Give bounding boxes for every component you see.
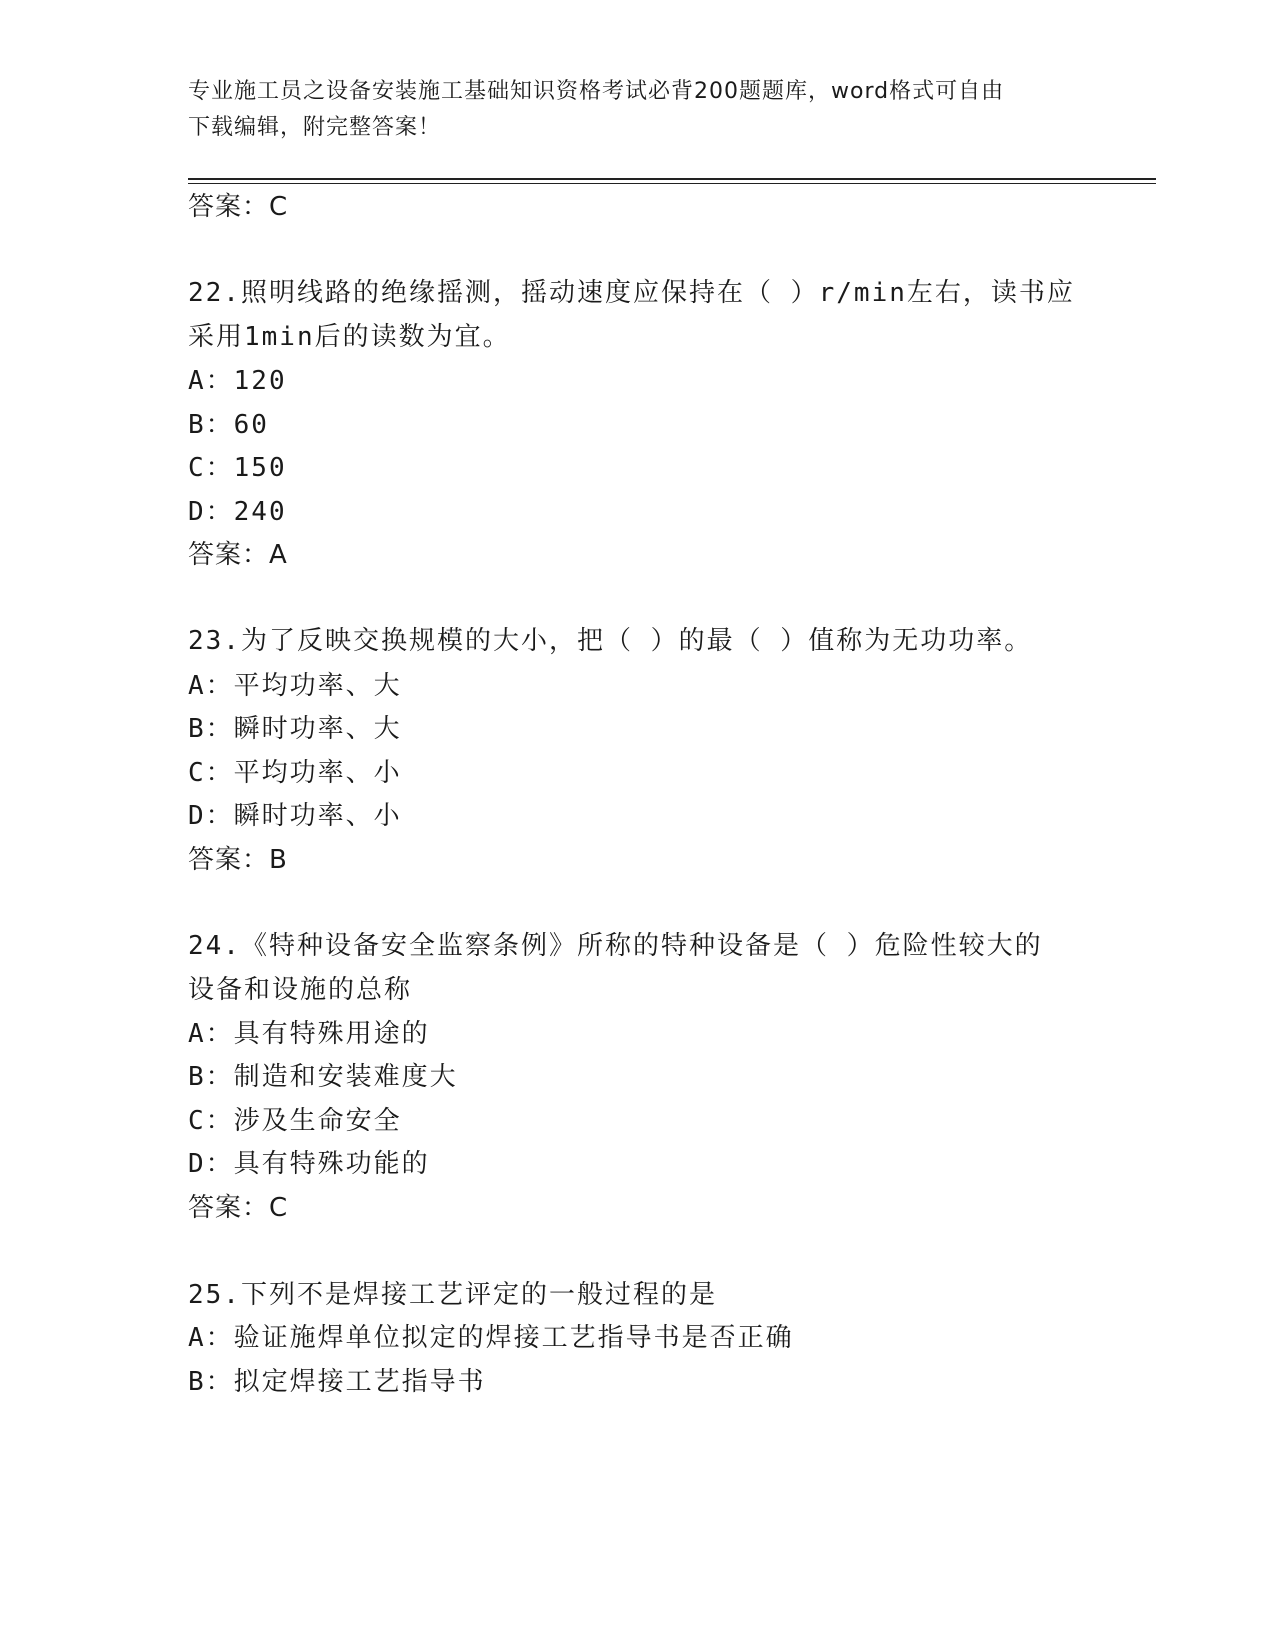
option-d: D：具有特殊功能的 xyxy=(188,1149,430,1179)
header-title-line1: 专业施工员之设备安装施工基础知识资格考试必背200题题库，word格式可自由 xyxy=(188,79,1005,104)
option-a: A：120 xyxy=(188,366,287,396)
question-stem: 25.下列不是焊接工艺评定的一般过程的是 xyxy=(188,1280,717,1310)
answer: 答案：A xyxy=(188,540,288,570)
option-b: B：拟定焊接工艺指导书 xyxy=(188,1367,486,1397)
answer: 答案：B xyxy=(188,845,288,875)
option-c: C：平均功率、小 xyxy=(188,758,402,788)
option-d: D：瞬时功率、小 xyxy=(188,801,402,831)
option-a: A：验证施焊单位拟定的焊接工艺指导书是否正确 xyxy=(188,1323,794,1353)
document-header xyxy=(188,74,1088,146)
option-d: D：240 xyxy=(188,497,287,527)
option-b: B：制造和安装难度大 xyxy=(188,1062,458,1092)
header-rule-thin xyxy=(188,183,1156,184)
question-stem: 24.《特种设备安全监察条例》所称的特种设备是（ ）危险性较大的 xyxy=(188,931,1043,961)
previous-answer: 答案：C xyxy=(188,192,289,222)
question-stem: 22.照明线路的绝缘摇测，摇动速度应保持在（ ）r/min左右，读书应 xyxy=(188,278,1075,308)
answer: 答案：C xyxy=(188,1193,289,1223)
option-c: C：涉及生命安全 xyxy=(188,1106,402,1136)
option-b: B：60 xyxy=(188,410,269,440)
option-a: A：具有特殊用途的 xyxy=(188,1019,430,1049)
option-b: B：瞬时功率、大 xyxy=(188,714,402,744)
header-rule-thick xyxy=(188,178,1156,180)
option-a: A：平均功率、大 xyxy=(188,671,402,701)
question-stem: 23.为了反映交换规模的大小，把（ ）的最（ ）值称为无功功率。 xyxy=(188,626,1033,656)
header-title-line2: 下载编辑，附完整答案！ xyxy=(188,115,442,140)
option-c: C：150 xyxy=(188,453,287,483)
question-stem: 设备和设施的总称 xyxy=(188,975,413,1005)
question-stem: 采用1min后的读数为宜。 xyxy=(188,322,511,352)
